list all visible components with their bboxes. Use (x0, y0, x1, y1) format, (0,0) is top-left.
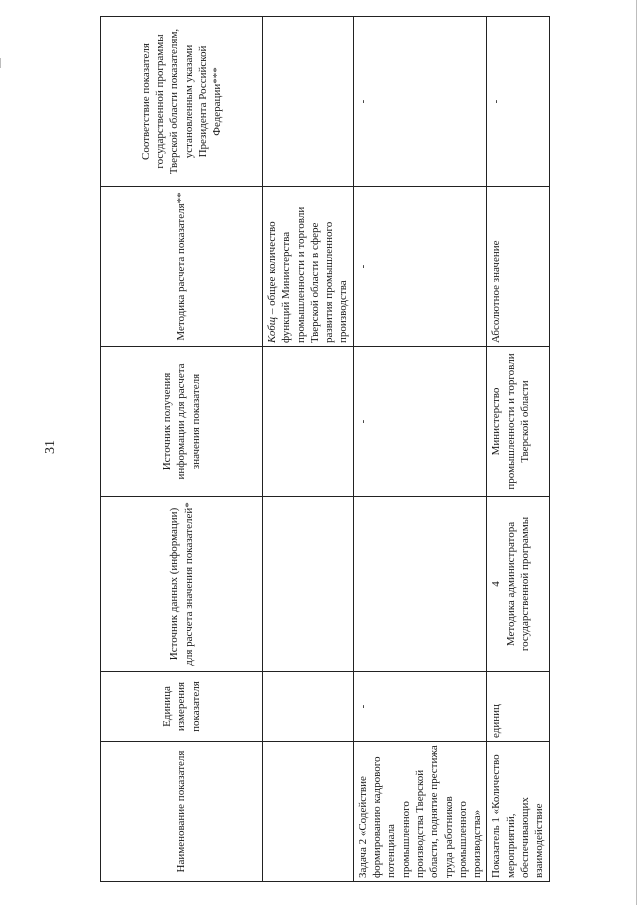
cell-data-source (263, 497, 354, 672)
cell-method: - (353, 187, 487, 347)
cell-unit: - (353, 672, 487, 742)
cell-unit: единиц (487, 672, 549, 742)
header-unit: Единица измерения показателя (101, 672, 263, 742)
table-row (487, 17, 549, 882)
cell-info-source (263, 347, 354, 497)
cell-method: Абсолютное значение (487, 187, 549, 347)
scan-edge-mark (636, 0, 637, 905)
cell-info-source: - (353, 347, 487, 497)
method-description: – общее количество функций Министерства промышленности и торговли Тверской области в сфере развития промышленного производства (266, 206, 350, 343)
header-info-source: Источник получения информации для расчета значения показателя (101, 347, 263, 497)
method-variable: Кобщ (266, 316, 278, 343)
column-number: 4 (490, 581, 503, 587)
indicator-table (100, 16, 550, 882)
cell-data-source (353, 497, 487, 672)
table-row (353, 17, 487, 882)
cell-name (263, 742, 354, 882)
cell-method (263, 187, 354, 347)
cell-data-source: 4 Методика администратора государственной программы (487, 497, 549, 672)
task-name: Задача 2 «Содействие формированию кадрового потенциала промышленного производства Тверской области, поднятие престижа труда работников промышленного производства» (353, 742, 487, 882)
scan-edge-mark (0, 58, 1, 68)
cell-compliance: - (353, 17, 487, 187)
header-compliance: Соответствие показателя государственной программы Тверской области показателям, установленным указами Президента Российской Федерации*** (101, 17, 263, 187)
table-row (263, 17, 354, 882)
cell-info-source: Министерство промышленности и торговли Тверской области (487, 347, 549, 497)
header-data-source: Источник данных (информации) для расчета значения показателей* (101, 497, 263, 672)
indicator-name: Показатель 1 «Количество мероприятий, обеспечивающих взаимодействие (487, 742, 549, 882)
page-number: 31 (43, 440, 58, 454)
rotated-table-container (100, 17, 546, 882)
table-header-row (101, 17, 263, 882)
cell-unit (263, 672, 354, 742)
cell-compliance: - (487, 17, 549, 187)
header-name: Наименование показателя (101, 742, 263, 882)
cell-compliance (263, 17, 354, 187)
header-method: Методика расчета показателя** (101, 187, 263, 347)
